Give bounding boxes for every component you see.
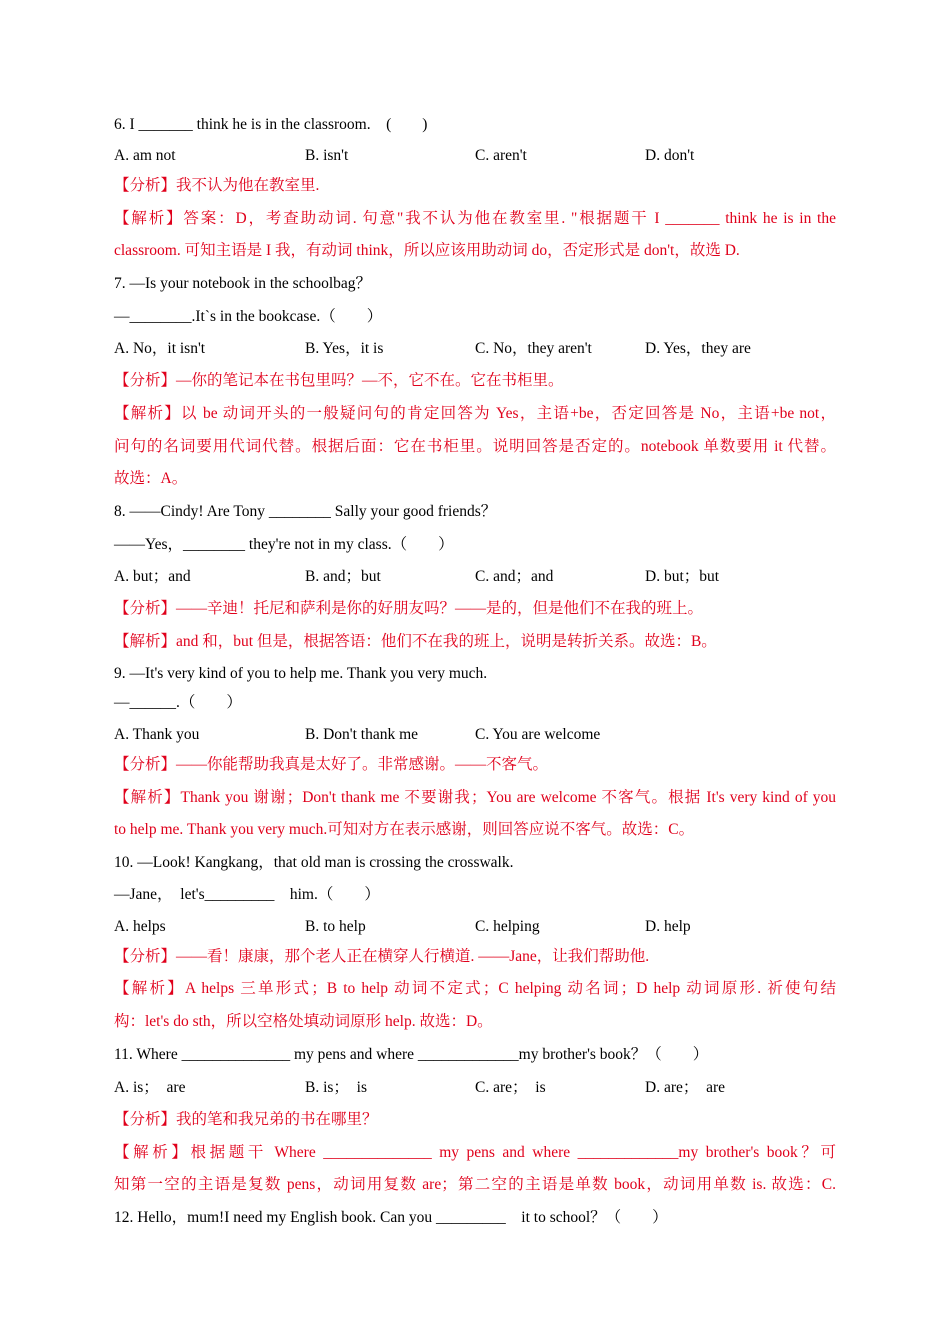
- question-7-stem-line-1: 7. —Is your notebook in the schoolbag？: [114, 275, 372, 292]
- q10-option-d: D. help: [645, 918, 691, 935]
- question-11-stem: 11. Where ______________ my pens and where _____________my brother's book？（ ）: [114, 1046, 709, 1063]
- q6-option-d: D. don't: [645, 147, 695, 164]
- q7-option-a: A. No，it isn't: [114, 340, 206, 357]
- q9-explanation-line-1: 【解析】Thank you 谢谢；Don't thank me 不要谢我；You are welcome 不客气。根据 It's very kind of you: [114, 789, 836, 806]
- q7-option-d: D. Yes，they are: [645, 340, 751, 357]
- question-10-stem-line-2: —Jane， let's_________ him.（ ）: [114, 886, 380, 903]
- q6-explanation-line-1: 【解析】答案：D，考查助动词. 句意"我不认为他在教室里. "根据题干 I _______ think he is in the: [114, 210, 836, 227]
- q7-analysis: 【分析】—你的笔记本在书包里吗？—不，它不在。它在书柜里。: [114, 372, 564, 389]
- q8-option-b: B. and；but: [305, 568, 381, 585]
- question-9-stem-line-2: —______.（ ）: [114, 694, 242, 711]
- q6-analysis: 【分析】我不认为他在教室里.: [114, 177, 320, 194]
- q10-analysis: 【分析】——看！康康，那个老人正在横穿人行横道. ——Jane，让我们帮助他.: [114, 948, 650, 965]
- q11-explanation-line-1: 【解析】根据题干 Where ______________ my pens and where _____________my brother's book？可: [114, 1144, 836, 1161]
- question-8-stem-line-2: ——Yes，________ they're not in my class.（ ）: [114, 536, 454, 553]
- q10-option-b: B. to help: [305, 918, 366, 935]
- q9-explanation-line-2: to help me. Thank you very much.可知对方在表示感谢，则回答应说不客气。故选：C。: [114, 821, 695, 838]
- q11-option-a: A. is； are: [114, 1079, 186, 1096]
- question-9-stem-line-1: 9. —It's very kind of you to help me. Thank you very much.: [114, 665, 488, 682]
- question-12-stem: 12. Hello，mum!I need my English book. Can you _________ it to school？（ ）: [114, 1209, 668, 1226]
- q9-option-c: C. You are welcome: [475, 726, 601, 743]
- q10-explanation-line-1: 【解析】A helps 三单形式；B to help 动词不定式；C helping 动名词；D help 动词原形. 祈使句结: [114, 980, 836, 997]
- q7-explanation-line-1: 【解析】以 be 动词开头的一般疑问句的肯定回答为 Yes，主语+be，否定回答是 No，主语+be not，: [114, 405, 836, 422]
- q6-option-a: A. am not: [114, 147, 176, 164]
- q7-option-c: C. No，they aren't: [475, 340, 592, 357]
- q6-option-b: B. isn't: [305, 147, 349, 164]
- q7-option-b: B. Yes，it is: [305, 340, 384, 357]
- q6-explanation-line-2: classroom. 可知主语是 I 我，有动词 think，所以应该用助动词 do，否定形式是 don't，故选 D.: [114, 242, 740, 259]
- q8-option-d: D. but；but: [645, 568, 720, 585]
- q7-explanation-line-3: 故选：A。: [114, 470, 188, 487]
- q8-option-a: A. but；and: [114, 568, 191, 585]
- q10-explanation-line-2: 构：let's do sth，所以空格处填动词原形 help. 故选：D。: [114, 1013, 493, 1030]
- question-8-stem-line-1: 8. ——Cindy! Are Tony ________ Sally your good friends？: [114, 503, 497, 520]
- question-10-stem-line-1: 10. —Look! Kangkang，that old man is crossing the crosswalk.: [114, 854, 514, 871]
- q8-analysis: 【分析】——辛迪！托尼和萨利是你的好朋友吗？——是的，但是他们不在我的班上。: [114, 600, 704, 617]
- q11-analysis: 【分析】我的笔和我兄弟的书在哪里？: [114, 1111, 378, 1128]
- q11-option-c: C. are； is: [475, 1079, 546, 1096]
- question-7-stem-line-2: —________.It`s in the bookcase.（ ）: [114, 308, 383, 325]
- q9-analysis: 【分析】——你能帮助我真是太好了。非常感谢。——不客气。: [114, 756, 549, 773]
- q8-explanation-line-1: 【解析】and 和，but 但是，根据答语：他们不在我的班上，说明是转折关系。故选：B。: [114, 633, 717, 650]
- q11-option-d: D. are； are: [645, 1079, 726, 1096]
- question-6-stem: 6. I _______ think he is in the classroom. ( ): [114, 116, 428, 133]
- q11-option-b: B. is； is: [305, 1079, 368, 1096]
- q10-option-a: A. helps: [114, 918, 166, 935]
- q8-option-c: C. and；and: [475, 568, 554, 585]
- q7-explanation-line-2: 问句的名词要用代词代替。根据后面：它在书柜里。说明回答是否定的。notebook 单数要用 it 代替。: [114, 438, 836, 455]
- q9-option-b: B. Don't thank me: [305, 726, 419, 743]
- q6-option-c: C. aren't: [475, 147, 527, 164]
- q10-option-c: C. helping: [475, 918, 540, 935]
- q9-option-a: A. Thank you: [114, 726, 200, 743]
- q11-explanation-line-2: 知第一空的主语是复数 pens，动词用复数 are；第二空的主语是单数 book，动词用单数 is. 故选：C.: [114, 1176, 836, 1193]
